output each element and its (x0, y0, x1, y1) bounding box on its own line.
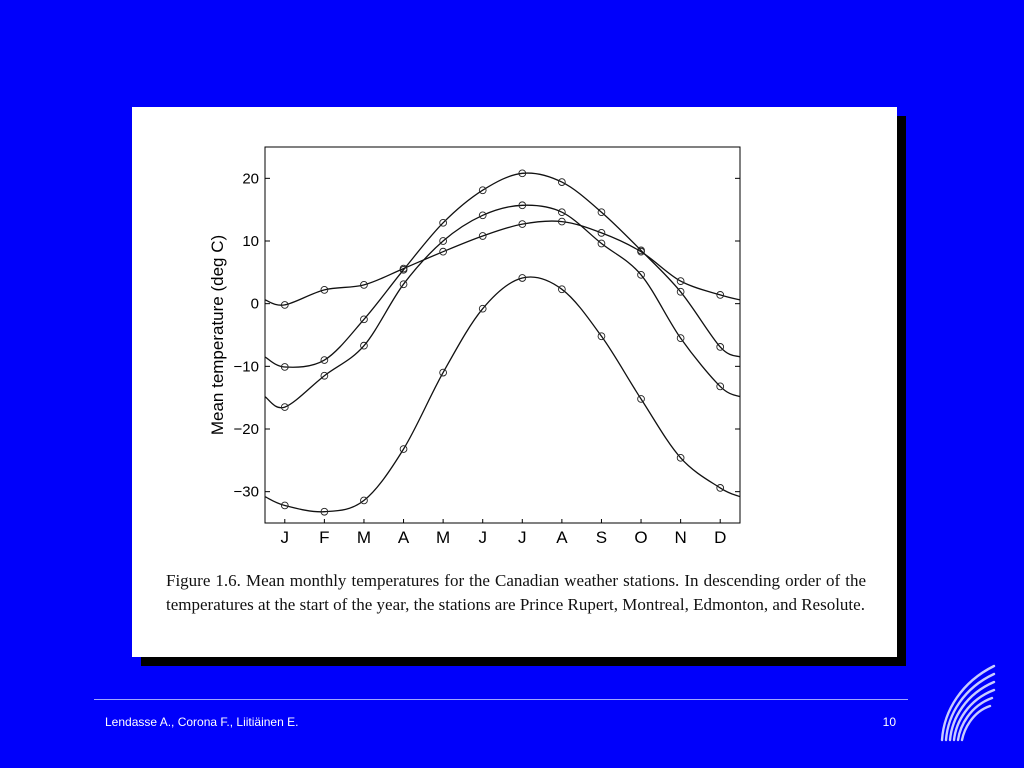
x-tick-label: M (356, 528, 372, 547)
figure-caption: Figure 1.6. Mean monthly temperatures for the Canadian weather stations. In descending order of the temperatures at the start of the year, the stations are Prince Rupert, Montreal, Edmonton, and Resolute. (166, 571, 866, 614)
x-tick-label: O (634, 528, 648, 547)
y-tick-label: −10 (233, 358, 259, 376)
footer-divider (94, 699, 908, 700)
y-tick-label: 10 (242, 233, 259, 250)
x-tick-label: J (280, 528, 290, 547)
x-tick-label: M (436, 528, 451, 547)
university-swoosh-logo-icon (934, 660, 998, 744)
y-tick-label: −30 (233, 483, 259, 501)
temperature-chart (132, 107, 897, 567)
series-line-4 (265, 277, 740, 512)
series-line-3 (265, 205, 740, 408)
x-tick-label: F (319, 528, 330, 547)
x-tick-label: J (478, 528, 487, 547)
y-axis-label: Mean temperature (deg C) (208, 234, 227, 436)
y-tick-label: −20 (233, 421, 259, 438)
figure-card (132, 107, 897, 657)
y-tick-label: 0 (250, 295, 259, 313)
plot-frame (265, 147, 740, 523)
series-line-2 (265, 173, 740, 367)
page-number: 10 (882, 715, 896, 729)
y-tick-label: 20 (242, 170, 259, 188)
x-tick-label: A (556, 528, 568, 547)
footer-authors: Lendasse A., Corona F., Liitiäinen E. (105, 715, 299, 729)
x-tick-label: A (397, 528, 410, 547)
x-tick-label: S (595, 528, 608, 547)
x-tick-label: N (674, 528, 687, 547)
x-tick-label: J (518, 528, 527, 547)
x-tick-label: D (714, 528, 727, 547)
series-line-1 (265, 221, 740, 305)
